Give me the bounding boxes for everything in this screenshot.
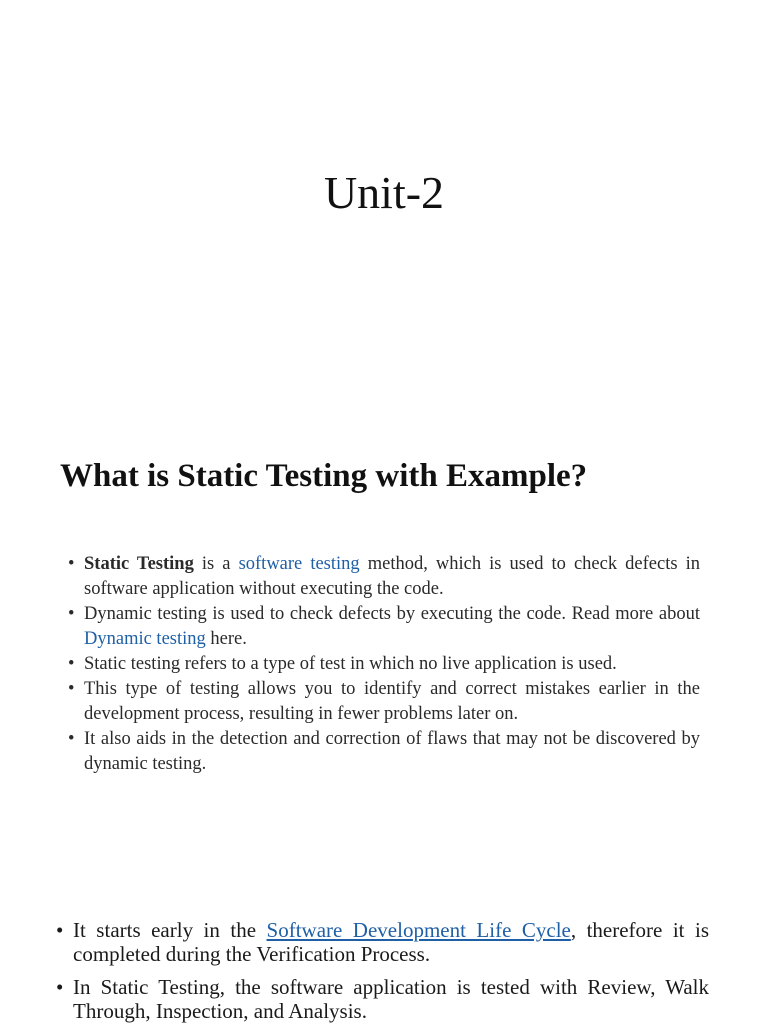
list-item <box>68 652 700 677</box>
list-item <box>68 727 700 777</box>
text-span: method, which is used to check defects in software application without executing the code. <box>84 554 700 599</box>
dynamic-testing-link[interactable]: Dynamic testing <box>84 629 206 649</box>
list-item <box>68 552 700 602</box>
list-item <box>68 677 700 727</box>
bullet-icon: • <box>68 679 75 699</box>
title-slide <box>0 0 768 420</box>
text-span: Dynamic testing is used to check defects by executing the code. Read more about <box>84 604 700 624</box>
text-span: is a <box>193 554 239 574</box>
list-item <box>56 918 709 966</box>
bullet-list <box>56 918 709 1032</box>
list-item <box>68 602 700 652</box>
bullet-icon: • <box>56 975 64 999</box>
bullet-list <box>68 552 700 777</box>
bullet-icon: • <box>68 654 75 674</box>
text-span: here. <box>205 629 247 649</box>
text-span: It starts early in the <box>73 918 267 942</box>
text-span: This type of testing allows you to identify and correct mistakes earlier in the development process, resulting in fewer problems later on. <box>84 679 700 724</box>
sdlc-slide <box>0 890 768 1024</box>
unit-title: Unit-2 <box>323 167 445 218</box>
software-testing-link[interactable]: software testing <box>238 554 360 574</box>
text-span: Static testing refers to a type of test in which no live application is used. <box>84 654 617 674</box>
list-item <box>56 975 709 1023</box>
text-span: It also aids in the detection and correction of flaws that may not be discovered by dynamic testing. <box>84 729 700 774</box>
bullet-icon: • <box>68 604 75 624</box>
text-span: In Static Testing, the software application is tested with Review, Walk Through, Inspection, and Analysis. <box>73 975 709 1023</box>
bullet-icon: • <box>68 554 75 574</box>
bullet-icon: • <box>68 729 75 749</box>
bullet-icon: • <box>56 918 64 942</box>
slide-heading: What is Static Testing with Example? <box>60 458 588 494</box>
sdlc-link[interactable]: Software Development Life Cycle <box>266 918 571 942</box>
text-span: , therefore it is completed during the Verification Process. <box>73 918 709 966</box>
static-testing-slide <box>0 420 768 890</box>
term-bold: Static Testing <box>84 554 194 574</box>
